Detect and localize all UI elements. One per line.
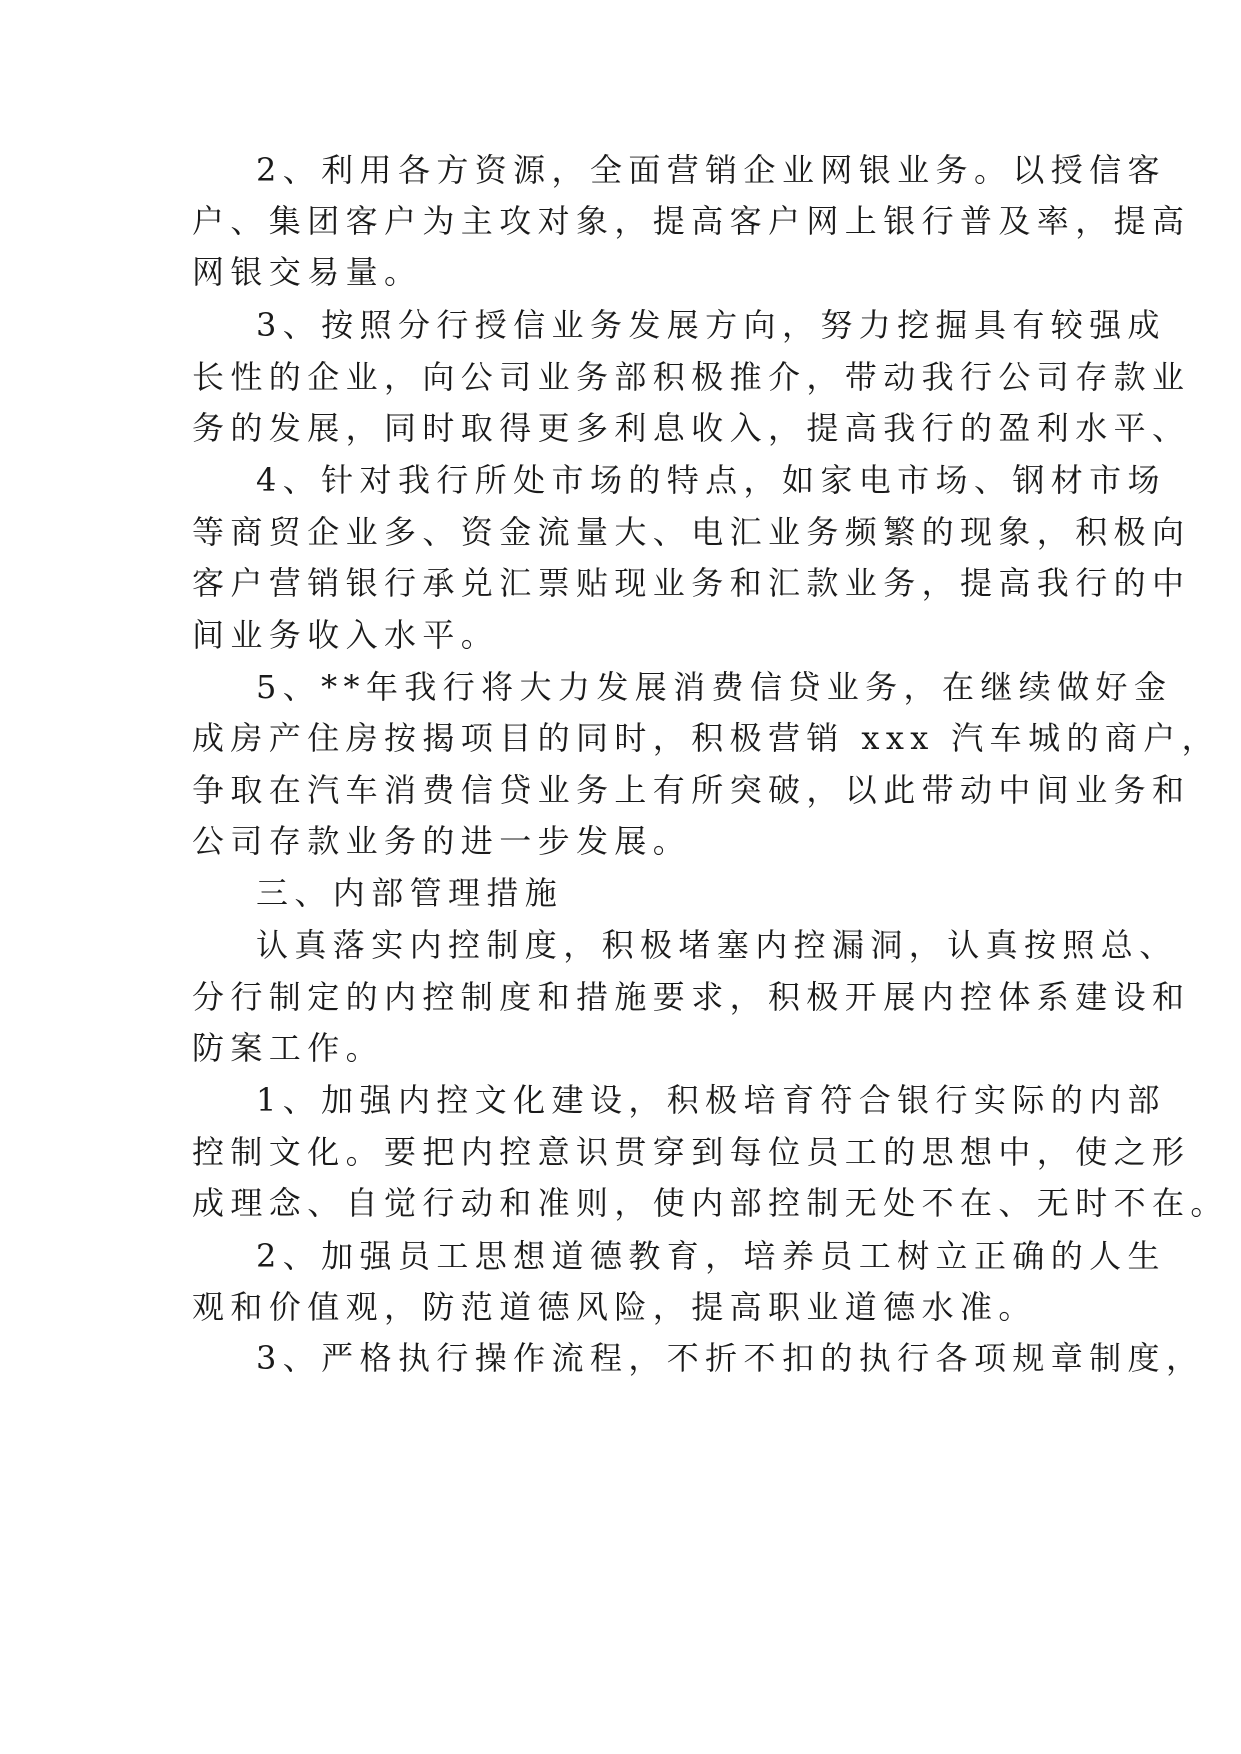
text-line: 防案工作。: [192, 1029, 385, 1067]
text-line: 网银交易量。: [192, 253, 423, 291]
text-line: 认真落实内控制度，积极堵塞内控漏洞，认真按照总、: [256, 926, 1178, 964]
text-line: 3、严格执行操作流程，不折不扣的执行各项规章制度，: [256, 1339, 1205, 1377]
text-line: 2、利用各方资源，全面营销企业网银业务。以授信客: [256, 151, 1166, 189]
text-line: 3、按照分行授信业务发展方向，努力挖掘具有较强成: [256, 306, 1166, 344]
text-line: 客户营销银行承兑汇票贴现业务和汇款业务，提高我行的中: [192, 564, 1191, 602]
text-line: 长性的企业，向公司业务部积极推介，带动我行公司存款业: [192, 358, 1191, 396]
text-line: 分行制定的内控制度和措施要求，积极开展内控体系建设和: [192, 978, 1191, 1016]
text-line: 5、**年我行将大力发展消费信贷业务，在继续做好金: [256, 668, 1173, 706]
text-line: 公司存款业务的进一步发展。: [192, 822, 692, 860]
text-line: 4、针对我行所处市场的特点，如家电市场、钢材市场: [256, 461, 1166, 499]
section-heading: 三、内部管理措施: [256, 874, 564, 912]
text-line: 成理念、自觉行动和准则，使内部控制无处不在、无时不在。: [192, 1184, 1229, 1222]
text-line: 户、集团客户为主攻对象，提高客户网上银行普及率，提高: [192, 202, 1191, 240]
text-line: 争取在汽车消费信贷业务上有所突破，以此带动中间业务和: [192, 771, 1191, 809]
text-line: 间业务收入水平。: [192, 616, 500, 654]
text-line: 等商贸企业多、资金流量大、电汇业务频繁的现象，积极向: [192, 513, 1191, 551]
text-line: 成房产住房按揭项目的同时，积极营销 xxx 汽车城的商户，: [192, 719, 1221, 757]
text-line: 2、加强员工思想道德教育，培养员工树立正确的人生: [256, 1237, 1166, 1275]
text-line: 控制文化。要把内控意识贯穿到每位员工的思想中，使之形: [192, 1133, 1191, 1171]
text-line: 观和价值观，防范道德风险，提高职业道德水准。: [192, 1288, 1037, 1326]
text-line: 务的发展，同时取得更多利息收入，提高我行的盈利水平、: [192, 409, 1191, 447]
text-line: 1、加强内控文化建设，积极培育符合银行实际的内部: [256, 1081, 1166, 1119]
